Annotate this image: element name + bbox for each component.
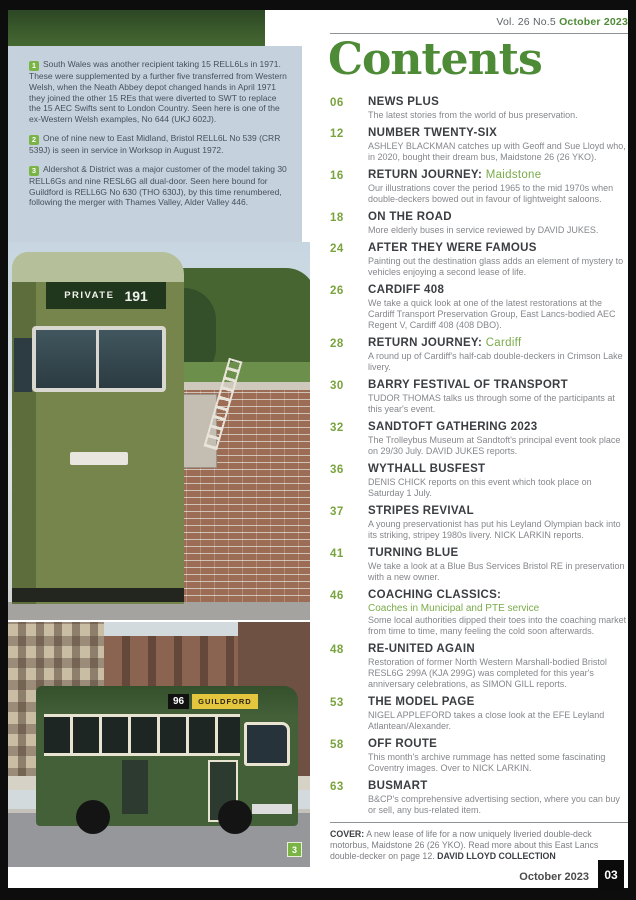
entry-text [368,505,628,541]
entry-title: STRIPES REVIVAL [368,505,474,517]
caption-number-badge: 3 [29,166,39,176]
page-footer [519,860,624,890]
photo-top-bus [8,242,310,620]
entry-text [368,96,578,121]
entry-title: THE MODEL PAGE [368,696,475,708]
entry-description: The latest stories from the world of bus preservation. [368,110,578,120]
entry-description: This month's archive rummage has netted some fascinating Coventry images. Over to NICK LARKIN. [368,752,606,773]
entry-title: ON THE ROAD [368,211,452,223]
entry-page-number: 06 [330,97,344,109]
entry-description: Our illustrations cover the period 1965 to the mid 1970s when double-deckers bowed out in favour of lightweight saloons. [368,183,614,204]
entry-description: NIGEL APPLEFORD takes a close look at the EFE Leyland Atlantean/Alexander. [368,710,605,731]
entry-description: B&CP's comprehensive advertising section, where you can buy or sell, any bus-related item. [368,794,620,815]
entry-description: A young preservationist has put his Leyland Olympian back into its striking, stripey 1980s livery. NICK LARKIN reports. [368,519,621,540]
entry-title: RETURN JOURNEY: [368,337,483,349]
contents-entry [330,421,628,457]
entry-page-number: 46 [330,590,344,602]
entry-title-line [368,421,628,434]
entry-subtitle: Coaches in Municipal and PTE service [368,603,540,614]
entry-title-suffix: Cardiff [485,337,522,349]
destination-text: GUILDFORD [192,694,258,709]
entry-text [368,547,628,583]
entry-text [368,738,628,774]
cover-credit: DAVID LLOYD COLLECTION [437,851,556,861]
entry-text [368,127,628,163]
bus-roof [12,252,184,286]
windscreen [32,326,166,392]
entry-title-line [368,284,628,297]
entry-text [368,643,628,690]
caption-number-badge: 2 [29,135,39,145]
destination-display [46,282,166,309]
page-number: 03 [598,860,624,890]
cover-note [330,829,628,862]
cover-label: COVER: [330,829,365,839]
entry-title: SANDTOFT GATHERING 2023 [368,421,538,433]
registration-plate [252,804,292,814]
caption-text: Aldershot & District was a major customer of the model taking 30 RELL6Gs and nine RESL6G all dual-door. Seen here bound for Guildford is RELL6G No 630 (THO 630J), by this time renumbered, following the merger with Thames Valley, Alder Valley 446. [29,163,287,208]
entry-page-number: 58 [330,739,344,751]
entry-title: NUMBER TWENTY-SIX [368,127,498,139]
entry-title: TURNING BLUE [368,547,459,559]
entry-text [368,589,628,637]
entry-title-line [368,738,628,751]
contents-entry [330,780,628,816]
windscreen [244,722,290,766]
destination-display [168,694,258,709]
bumper [12,588,184,602]
contents-entry [330,505,628,541]
entry-page-number: 24 [330,243,344,255]
front-wheel [218,800,252,834]
photo-caption [29,59,288,125]
contents-entry [330,738,628,774]
top-photo-sliver [8,10,265,46]
entry-title-line [368,643,628,656]
contents-entry [330,643,628,690]
entry-title: BARRY FESTIVAL OF TRANSPORT [368,379,568,391]
contents-entry [330,589,628,637]
entry-title: RE-UNITED AGAIN [368,643,475,655]
green-bus-side [36,686,298,838]
entry-title-line [368,379,628,392]
entry-title-line [368,242,628,255]
entry-page-number: 48 [330,644,344,656]
entry-title: COACHING CLASSICS: [368,589,502,601]
entry-description: DENIS CHICK reports on this event which took place on Saturday 1 July. [368,477,592,498]
contents-entry [330,547,628,583]
caption-text: South Wales was another recipient taking 15 RELL6Ls in 1971. These were supplemented by a further five transferred from Western Welsh, when the Neath Abbey depot changed hands in April 1971 they joined the other 15 REs that were diverted to SWT to replace the 15 AEC Swifts sent to London Country. Seen here is one of the ex-Western Welsh examples, No 644 (UKJ 602J). [29,59,287,125]
entry-title-line [368,169,628,182]
entry-title: WYTHALL BUSFEST [368,463,486,475]
photo-caption [29,164,288,208]
entry-page-number: 63 [330,781,344,793]
bus-side-window [14,338,32,392]
contents-entry [330,96,628,121]
caption-text: One of nine new to East Midland, Bristol RELL6L No 539 (CRR 539J) is seen in service in Worksop in August 1972. [29,132,281,155]
issue-date: October 2023 [559,16,628,28]
route-number: 96 [168,694,189,709]
entry-page-number: 26 [330,285,344,297]
entry-page-number: 32 [330,422,344,434]
entry-page-number: 36 [330,464,344,476]
contents-entry [330,337,628,373]
entry-title-line [368,780,628,793]
caption-box [8,46,302,242]
entry-text [368,242,628,278]
contents-entry [330,463,628,499]
entry-text [368,379,628,415]
entry-page-number: 41 [330,548,344,560]
entry-description: We take a quick look at one of the latest restorations at the Cardiff Transport Preservation Group, East Lancs-bodied AEC Regent V, Cardiff 408 (408 DBO). [368,298,616,330]
contents-entry [330,169,628,205]
photo-bottom-bus [8,622,310,867]
entry-description: Painting out the destination glass adds an element of mystery to vehicles enjoying a second lease of life. [368,256,624,277]
entry-description: More elderly buses in service reviewed by DAVID JUKES. [368,225,599,235]
windscreen-pillar [96,328,99,390]
entry-page-number: 16 [330,170,344,182]
entry-text [368,337,628,373]
entry-title-line [368,547,628,560]
entry-title-line [368,127,628,140]
entry-text [368,463,628,499]
entry-text [368,211,598,236]
entry-text [368,284,628,331]
entry-title-line [368,337,628,350]
entry-text [368,169,628,205]
entry-description: We take a look at a Blue Bus Services Bristol RE in preservation with a new owner. [368,561,625,582]
entry-page-number: 12 [330,128,344,140]
entry-description: ASHLEY BLACKMAN catches up with Geoff and Sue Lloyd who, in 2020, bought their dream bus, Maidstone 26 (26 YKO). [368,141,626,162]
contents-entry [330,284,628,331]
entry-text [368,780,628,816]
photo-caption [29,133,288,156]
contents-entry [330,127,628,163]
photo-number-badge: 3 [287,842,302,857]
page-title: Contents [328,34,542,85]
entry-title-suffix: Maidstone [485,169,542,181]
issue-line [330,16,628,28]
contents-entry [330,696,628,732]
entry-text [368,421,628,457]
magazine-contents-page [8,10,628,888]
volume-number: Vol. 26 No.5 [496,16,556,28]
entry-description: Restoration of former North Western Marshall-bodied Bristol RESL6G 299A (KJA 299G) was completed for this year's anniversary celebrations, as SIMON GILL reports. [368,657,607,689]
contents-column [330,16,628,862]
entry-page-number: 30 [330,380,344,392]
entry-description: Some local authorities dipped their toes into the coaching market from time to time, many feeling the cold soon afterwards. [368,615,627,636]
route-number: 191 [124,287,148,304]
entry-title-line [368,505,628,518]
entry-description: A round up of Cardiff's half-cab double-deckers in Crimson Lake livery. [368,351,623,372]
registration-plate [70,452,128,465]
entry-text [368,696,628,732]
centre-door [122,760,148,814]
entry-title-line [368,696,628,709]
entry-title: AFTER THEY WERE FAMOUS [368,242,537,254]
entry-title: OFF ROUTE [368,738,438,750]
rear-wheel [76,800,110,834]
caption-number-badge: 1 [29,61,39,71]
footer-issue-date: October 2023 [519,871,589,883]
contents-entry [330,379,628,415]
entry-description: TUDOR THOMAS talks us through some of the participants at this year's event. [368,393,615,414]
entry-title-line [368,211,598,224]
entry-page-number: 18 [330,212,344,224]
entry-description: The Trolleybus Museum at Sandtoft's principal event took place on 29/30 July. DAVID JUKES reports. [368,435,621,456]
entry-title: CARDIFF 408 [368,284,445,296]
entry-page-number: 37 [330,506,344,518]
green-bus-front [12,252,184,620]
side-windows [44,714,240,756]
entry-title: BUSMART [368,780,428,792]
contents-entry [330,242,628,278]
contents-entry [330,211,628,236]
entry-page-number: 53 [330,697,344,709]
entry-title-line [368,96,578,109]
entry-title-line [368,463,628,476]
cover-rule [330,822,628,823]
contents-list [330,96,628,816]
entry-page-number: 28 [330,338,344,350]
entry-title: NEWS PLUS [368,96,440,108]
cover-text: A new lease of life for a now uniquely liveried double-deck motorbus, Maidstone 26 (26 YKO). Read more about this East Lancs double-decker on page 12. [330,829,599,861]
destination-text: PRIVATE [64,290,115,301]
entry-title: RETURN JOURNEY: [368,169,483,181]
entry-title-line [368,589,628,602]
